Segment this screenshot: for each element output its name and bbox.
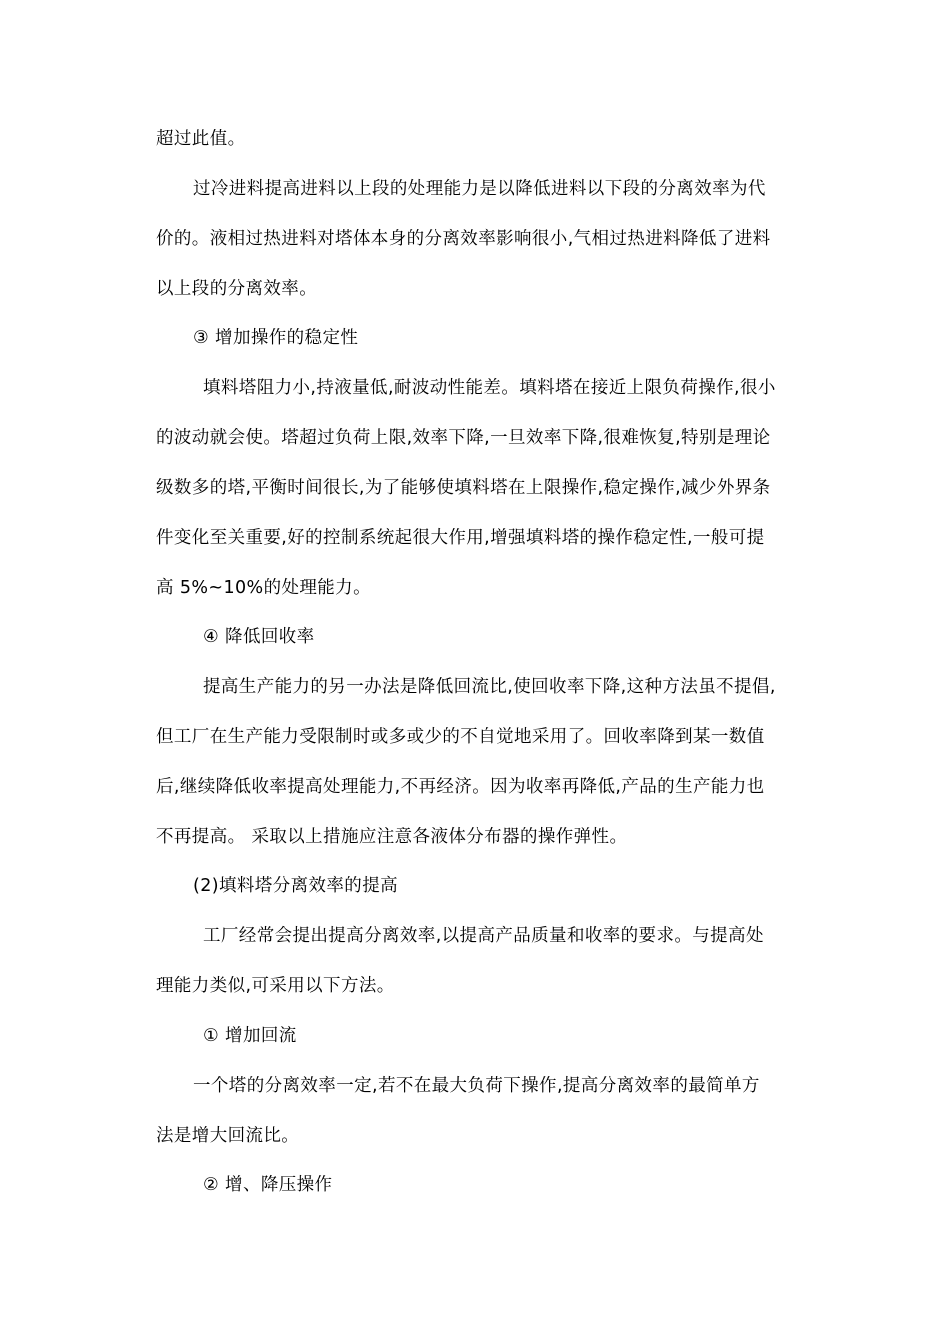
paragraph-line: 一个塔的分离效率一定,若不在最大负荷下操作,提高分离效率的最简单方	[193, 1076, 760, 1096]
section-heading: (2)填料塔分离效率的提高	[193, 876, 398, 896]
section-heading: ② 增、降压操作	[203, 1175, 333, 1195]
text-line: 但工厂在生产能力受限制时或多或少的不自觉地采用了。回收率降到某一数值	[156, 727, 765, 747]
paragraph-line: 工厂经常会提出提高分离效率,以提高产品质量和收率的要求。与提高处	[203, 926, 764, 946]
text-line: 不再提高。 采取以上措施应注意各液体分布器的操作弹性。	[156, 827, 628, 847]
text-line: 件变化至关重要,好的控制系统起很大作用,增强填料塔的操作稳定性,一般可提	[156, 528, 765, 548]
text-line: 后,继续降低收率提高处理能力,不再经济。因为收率再降低,产品的生产能力也	[156, 777, 765, 797]
text-line: 级数多的塔,平衡时间很长,为了能够使填料塔在上限操作,稳定操作,减少外界条	[156, 478, 771, 498]
text-line: 法是增大回流比。	[156, 1126, 300, 1146]
section-heading: ③ 增加操作的稳定性	[193, 328, 359, 348]
text-line: 的波动就会使。塔超过负荷上限,效率下降,一旦效率下降,很难恢复,特别是理论	[156, 428, 771, 448]
paragraph-line: 填料塔阻力小,持液量低,耐波动性能差。填料塔在接近上限负荷操作,很小	[203, 378, 776, 398]
text-line: 理能力类似,可采用以下方法。	[156, 976, 395, 996]
text-line: 高 5%~10%的处理能力。	[156, 578, 371, 598]
text-line: 以上段的分离效率。	[156, 279, 318, 299]
text-line: 价的。液相过热进料对塔体本身的分离效率影响很小,气相过热进料降低了进料	[156, 229, 771, 249]
text-line: 超过此值。	[156, 129, 246, 149]
section-heading: ① 增加回流	[203, 1026, 297, 1046]
section-heading: ④ 降低回收率	[203, 627, 315, 647]
paragraph-line: 过冷进料提高进料以上段的处理能力是以降低进料以下段的分离效率为代	[193, 179, 766, 199]
paragraph-line: 提高生产能力的另一办法是降低回流比,使回收率下降,这种方法虽不提倡,	[203, 677, 776, 697]
